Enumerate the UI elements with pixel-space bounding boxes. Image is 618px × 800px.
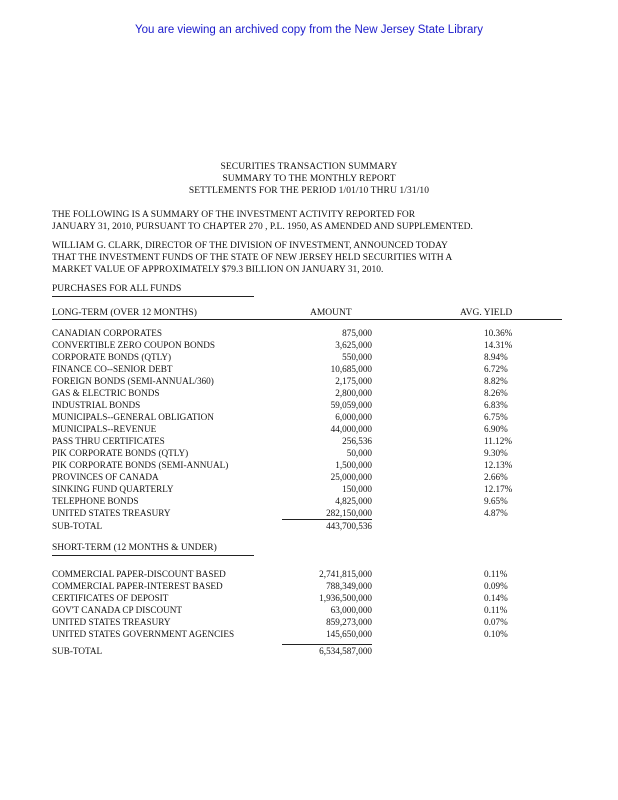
yield-cell: 0.11% (484, 569, 508, 579)
short-term-heading: SHORT-TERM (12 MONTHS & UNDER) (52, 543, 217, 553)
long-term-subtotal-amount: 443,700,536 (326, 521, 372, 531)
yield-cell: 9.65% (484, 496, 508, 506)
table-row (52, 435, 512, 447)
announcement-line-2: THAT THE INVESTMENT FUNDS OF THE STATE OF NEW JERSEY HELD SECURITIES WITH A (52, 253, 453, 263)
yield-cell: 14.31% (484, 340, 513, 350)
yield-cell: 12.13% (484, 460, 513, 470)
yield-cell: 0.09% (484, 581, 508, 591)
amount-column-header: AMOUNT (310, 308, 352, 318)
intro-line-2: JANUARY 31, 2010, PURSUANT TO CHAPTER 270 , P.L. 1950, AS AMENDED AND SUPPLEMENTED. (52, 222, 473, 232)
amount-cell: 10,685,000 (330, 364, 372, 374)
report-title-line-3: SETTLEMENTS FOR THE PERIOD 1/01/10 THRU 1/31/10 (188, 186, 430, 196)
yield-cell: 10.36% (484, 328, 513, 338)
table-row (52, 411, 512, 423)
security-name: PROVINCES OF CANADA (52, 472, 159, 482)
security-name: CERTIFICATES OF DEPOSIT (52, 593, 169, 603)
yield-cell: 8.82% (484, 376, 508, 386)
short-term-underline (52, 555, 254, 556)
amount-cell: 1,500,000 (335, 460, 372, 470)
table-row (52, 483, 512, 495)
table-row (52, 327, 512, 339)
amount-cell: 25,000,000 (330, 472, 372, 482)
amount-cell: 788,349,000 (326, 581, 372, 591)
yield-cell: 8.26% (484, 388, 508, 398)
yield-cell: 0.07% (484, 617, 508, 627)
announcement-line-3: MARKET VALUE OF APPROXIMATELY $79.3 BILLION ON JANUARY 31, 2010. (52, 265, 384, 275)
long-term-subtotal-label: SUB-TOTAL (52, 521, 103, 531)
amount-cell: 4,825,000 (335, 496, 372, 506)
table-row (52, 459, 512, 471)
security-name: FINANCE CO--SENIOR DEBT (52, 364, 173, 374)
table-row (52, 628, 512, 640)
intro-paragraph (52, 209, 522, 233)
amount-cell: 50,000 (346, 448, 372, 458)
security-name: UNITED STATES GOVERNMENT AGENCIES (52, 629, 235, 639)
security-name: CANADIAN CORPORATES (52, 328, 163, 338)
security-name: CORPORATE BONDS (QTLY) (52, 352, 172, 362)
table-row (52, 375, 512, 387)
short-term-table (52, 568, 512, 640)
yield-cell: 2.66% (484, 472, 508, 482)
security-name: UNITED STATES TREASURY (52, 617, 171, 627)
table-row (52, 423, 512, 435)
security-name: MUNICIPALS--REVENUE (52, 424, 157, 434)
amount-cell: 1,936,500,000 (319, 593, 372, 603)
table-row (52, 507, 512, 519)
security-name: GAS & ELECTRIC BONDS (52, 388, 160, 398)
yield-cell: 12.17% (484, 484, 513, 494)
report-title-line-2: SUMMARY TO THE MONTHLY REPORT (222, 174, 396, 184)
short-term-subtotal-rule (282, 644, 372, 645)
amount-cell: 44,000,000 (330, 424, 372, 434)
announcement-paragraph (52, 240, 522, 276)
amount-cell: 3,625,000 (335, 340, 372, 350)
security-name: CONVERTIBLE ZERO COUPON BONDS (52, 340, 216, 350)
yield-cell: 11.12% (484, 436, 512, 446)
security-name: FOREIGN BONDS (SEMI-ANNUAL/360) (52, 376, 214, 386)
security-name: UNITED STATES TREASURY (52, 508, 171, 518)
yield-cell: 0.14% (484, 593, 508, 603)
security-name: SINKING FUND QUARTERLY (52, 484, 174, 494)
announcement-line-1: WILLIAM G. CLARK, DIRECTOR OF THE DIVISION OF INVESTMENT, ANNOUNCED TODAY (52, 241, 448, 251)
table-row (52, 387, 512, 399)
yield-column-header: AVG. YIELD (460, 308, 513, 318)
yield-cell: 6.83% (484, 400, 508, 410)
long-term-heading: LONG-TERM (OVER 12 MONTHS) (52, 308, 197, 318)
table-row (52, 568, 512, 580)
amount-cell: 550,000 (342, 352, 372, 362)
table-row (52, 339, 512, 351)
table-row (52, 363, 512, 375)
yield-cell: 0.10% (484, 629, 508, 639)
security-name: GOV'T CANADA CP DISCOUNT (52, 605, 183, 615)
security-name: COMMERCIAL PAPER-INTEREST BASED (52, 581, 223, 591)
long-term-subtotal-rule (282, 519, 372, 520)
long-term-header-rule (52, 319, 562, 320)
table-row (52, 447, 512, 459)
archive-banner: You are viewing an archived copy from the New Jersey State Library (135, 24, 483, 36)
amount-cell: 2,175,000 (335, 376, 372, 386)
amount-cell: 2,800,000 (335, 388, 372, 398)
yield-cell: 6.90% (484, 424, 508, 434)
yield-cell: 6.72% (484, 364, 508, 374)
amount-cell: 859,273,000 (326, 617, 372, 627)
table-row (52, 604, 512, 616)
amount-cell: 145,650,000 (326, 629, 372, 639)
yield-cell: 4.87% (484, 508, 508, 518)
yield-cell: 9.30% (484, 448, 508, 458)
amount-cell: 6,000,000 (335, 412, 372, 422)
short-term-subtotal-label: SUB-TOTAL (52, 646, 103, 656)
intro-line-1: THE FOLLOWING IS A SUMMARY OF THE INVESTMENT ACTIVITY REPORTED FOR (52, 210, 416, 220)
security-name: PIK CORPORATE BONDS (QTLY) (52, 448, 189, 458)
amount-cell: 282,150,000 (326, 508, 372, 518)
security-name: TELEPHONE BONDS (52, 496, 139, 506)
amount-cell: 59,059,000 (330, 400, 372, 410)
yield-cell: 0.11% (484, 605, 508, 615)
purchases-heading: PURCHASES FOR ALL FUNDS (52, 284, 182, 294)
yield-cell: 6.75% (484, 412, 508, 422)
security-name: PASS THRU CERTIFICATES (52, 436, 165, 446)
security-name: COMMERCIAL PAPER-DISCOUNT BASED (52, 569, 226, 579)
security-name: PIK CORPORATE BONDS (SEMI-ANNUAL) (52, 460, 229, 470)
short-term-subtotal-amount: 6,534,587,000 (319, 646, 372, 656)
amount-cell: 875,000 (342, 328, 372, 338)
table-row (52, 592, 512, 604)
table-row (52, 495, 512, 507)
amount-cell: 150,000 (342, 484, 372, 494)
amount-cell: 63,000,000 (330, 605, 372, 615)
report-title-line-1: SECURITIES TRANSACTION SUMMARY (220, 162, 398, 172)
amount-cell: 256,536 (342, 436, 372, 446)
long-term-table (52, 327, 512, 519)
purchases-underline (52, 296, 254, 297)
table-row (52, 471, 512, 483)
table-row (52, 616, 512, 628)
table-row (52, 580, 512, 592)
yield-cell: 8.94% (484, 352, 508, 362)
amount-cell: 2,741,815,000 (319, 569, 372, 579)
table-row (52, 399, 512, 411)
table-row (52, 351, 512, 363)
security-name: MUNICIPALS--GENERAL OBLIGATION (52, 412, 214, 422)
security-name: INDUSTRIAL BONDS (52, 400, 141, 410)
